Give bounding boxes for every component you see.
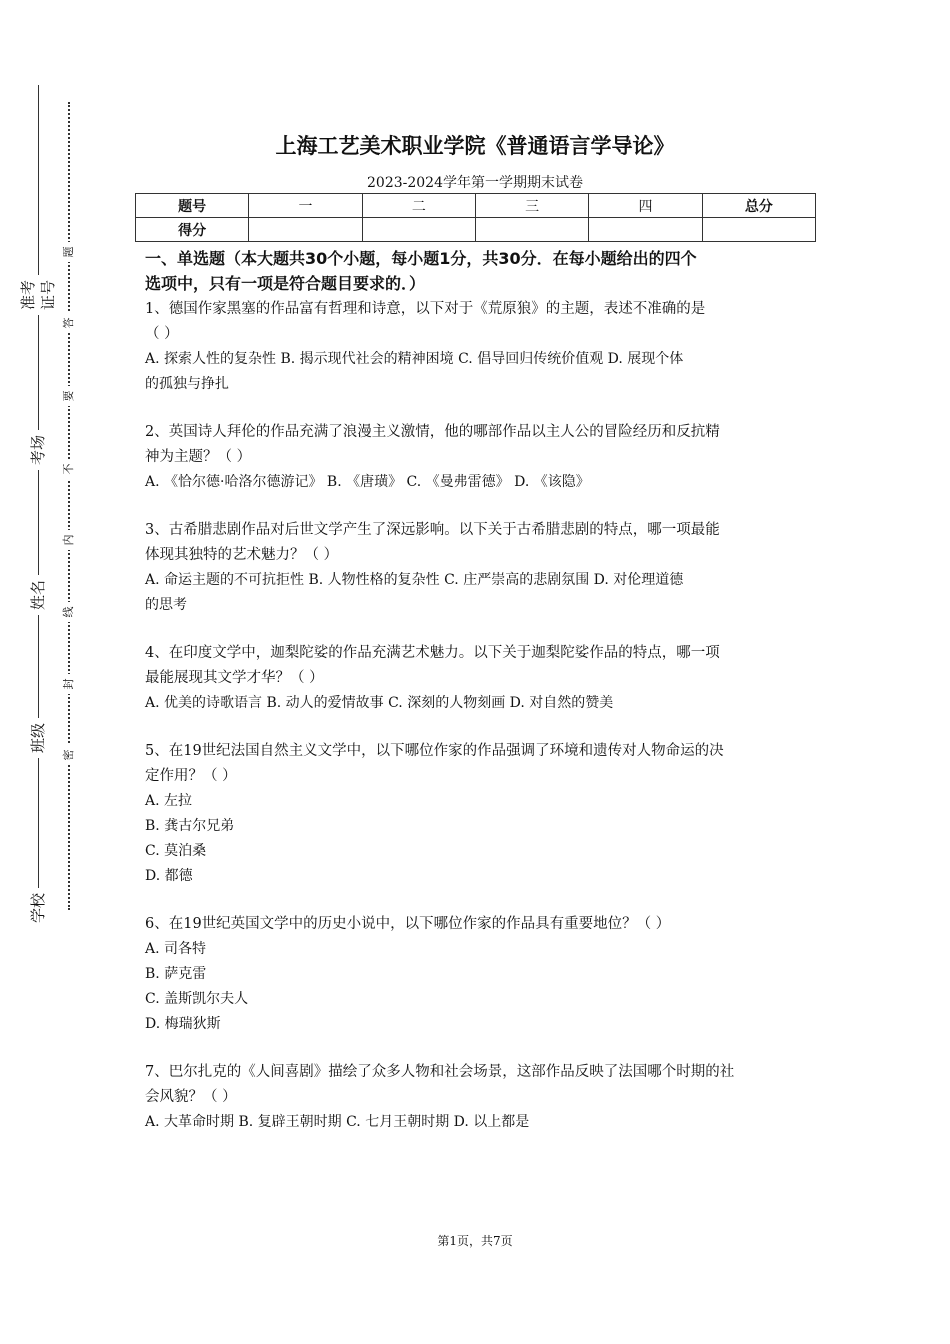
- score-header-cell: 三: [475, 194, 588, 218]
- question-3: [145, 518, 810, 618]
- question-2: [145, 420, 810, 495]
- section-heading: [145, 246, 810, 296]
- question-stem: 5、在19世纪法国自然主义文学中，以下哪位作家的作品强调了环境和遗传对人物命运的决: [145, 743, 724, 759]
- score-header-cell: 一: [249, 194, 362, 218]
- page-footer: 第1页，共7页: [437, 1234, 513, 1248]
- section-heading-line: 选项中，只有一项是符合题目要求的．）: [145, 274, 426, 293]
- exam-subtitle: 2023-2024学年第一学期期末试卷: [367, 175, 583, 191]
- question-stem: 会风貌？（ ）: [145, 1089, 237, 1105]
- option-a: A. 左拉: [145, 793, 193, 809]
- binding-solid-line: [38, 85, 39, 925]
- question-1: [145, 297, 810, 397]
- question-options: A. 优美的诗歌语言 B. 动人的爱情故事 C. 深刻的人物刻画 D. 对自然的赞美: [145, 695, 614, 711]
- option-c: C. 盖斯凯尔夫人: [145, 991, 249, 1007]
- question-6: [145, 912, 810, 1037]
- seal-char: 要: [62, 386, 76, 406]
- question-4: [145, 641, 810, 716]
- label-name: 姓名: [28, 575, 48, 615]
- seal-char: 封: [62, 674, 76, 694]
- question-options: A. 探索人性的复杂性 B. 揭示现代社会的精神困境 C. 倡导回归传统价值观 D. 展现个体: [145, 351, 684, 367]
- score-header-cell: 题号: [136, 194, 249, 218]
- score-row-label: 得分: [136, 218, 249, 242]
- seal-char: 答: [62, 313, 76, 333]
- score-cell: [589, 218, 702, 242]
- question-stem: 最能展现其文学才华？（ ）: [145, 670, 324, 686]
- question-stem: 6、在19世纪英国文学中的历史小说中，以下哪位作家的作品具有重要地位？（ ）: [145, 916, 671, 932]
- option-c: C. 莫泊桑: [145, 843, 207, 859]
- seal-char: 密: [62, 745, 76, 765]
- question-options: A. 《恰尔德·哈洛尔德游记》 B. 《唐璜》 C. 《曼弗雷德》 D. 《该隐》: [145, 474, 590, 490]
- option-d: D. 梅瑞狄斯: [145, 1016, 221, 1032]
- option-a: A. 司各特: [145, 941, 207, 957]
- question-options: 的孤独与挣扎: [145, 376, 229, 392]
- score-table-header-row: [136, 194, 816, 218]
- seal-char: 不: [62, 459, 76, 479]
- question-7: [145, 1060, 810, 1135]
- score-header-cell: 四: [589, 194, 702, 218]
- exam-content: [145, 246, 810, 1158]
- score-cell: [249, 218, 362, 242]
- question-stem: 2、英国诗人拜伦的作品充满了浪漫主义激情，他的哪部作品以主人公的冒险经历和反抗精: [145, 424, 720, 440]
- question-stem: 7、巴尔扎克的《人间喜剧》描绘了众多人物和社会场景，这部作品反映了法国哪个时期的社: [145, 1064, 735, 1080]
- score-table-score-row: [136, 218, 816, 242]
- option-b: B. 萨克雷: [145, 966, 207, 982]
- score-cell: [475, 218, 588, 242]
- binding-dotted-line: [68, 102, 70, 910]
- question-options: 的思考: [145, 597, 187, 613]
- question-stem: 4、在印度文学中，迦梨陀娑的作品充满艺术魅力。以下关于迦梨陀娑作品的特点，哪一项: [145, 645, 720, 661]
- score-header-cell: 总分: [702, 194, 815, 218]
- score-header-cell: 二: [362, 194, 475, 218]
- question-5: [145, 739, 810, 889]
- seal-char: 线: [62, 602, 76, 622]
- exam-title: 上海工艺美术职业学院《普通语言学导论》: [275, 134, 675, 158]
- label-exam-number: 准考证号: [18, 275, 58, 315]
- seal-char: 内: [62, 530, 76, 550]
- label-class: 班级: [28, 718, 48, 758]
- question-stem: （ ）: [145, 326, 179, 342]
- label-school: 学校: [28, 888, 48, 928]
- score-cell: [702, 218, 815, 242]
- option-b: B. 龚古尔兄弟: [145, 818, 235, 834]
- question-stem: 体现其独特的艺术魅力？（ ）: [145, 547, 339, 563]
- question-stem: 神为主题？（ ）: [145, 449, 252, 465]
- label-exam-room: 考场: [28, 430, 48, 470]
- score-cell: [362, 218, 475, 242]
- question-stem: 定作用？（ ）: [145, 768, 237, 784]
- score-table: [135, 193, 816, 242]
- section-heading-line: 一、单选题（本大题共30个小题，每小题1分，共30分．在每小题给出的四个: [145, 249, 697, 268]
- question-stem: 1、德国作家黑塞的作品富有哲理和诗意，以下对于《荒原狼》的主题，表述不准确的是: [145, 301, 706, 317]
- question-stem: 3、古希腊悲剧作品对后世文学产生了深远影响。以下关于古希腊悲剧的特点，哪一项最能: [145, 522, 720, 538]
- question-options: A. 大革命时期 B. 复辟王朝时期 C. 七月王朝时期 D. 以上都是: [145, 1114, 530, 1130]
- option-d: D. 都德: [145, 868, 193, 884]
- seal-char: 题: [62, 242, 76, 262]
- question-options: A. 命运主题的不可抗拒性 B. 人物性格的复杂性 C. 庄严崇高的悲剧氛围 D. 对伦理道德: [145, 572, 684, 588]
